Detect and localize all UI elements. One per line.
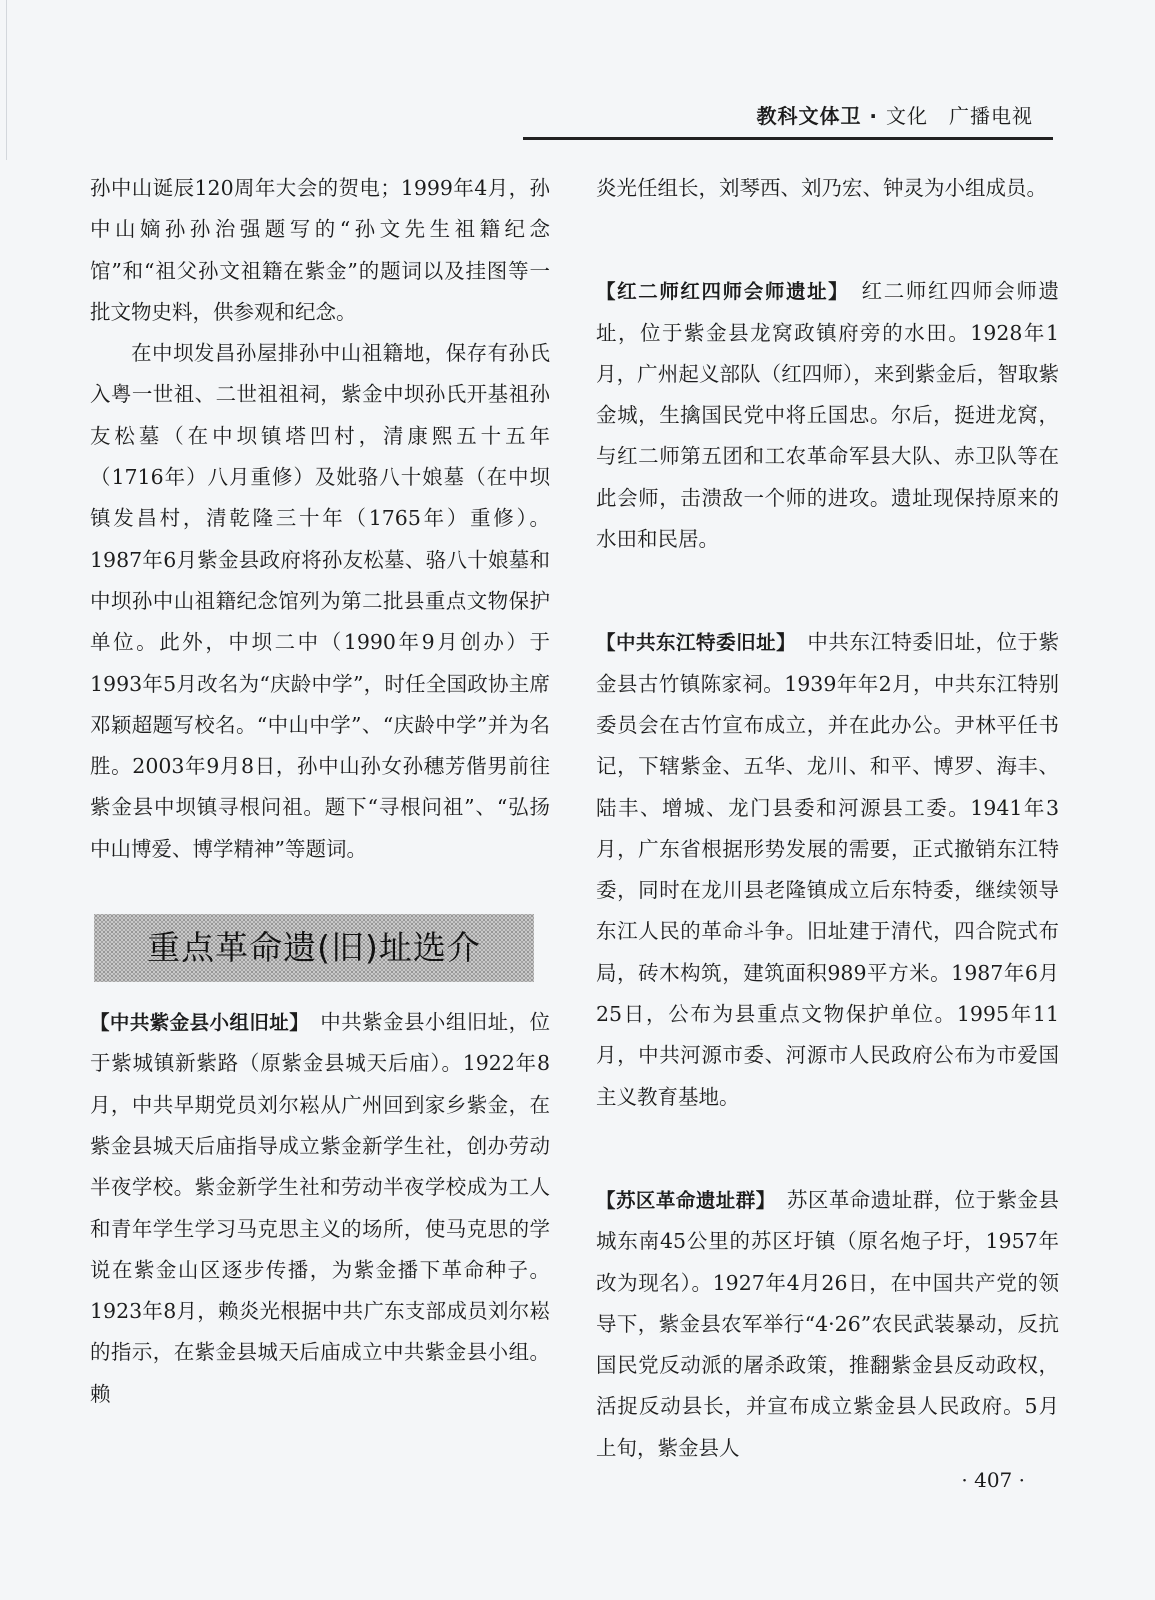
entry-red-armies-meeting bbox=[596, 271, 1059, 560]
left-paragraph-2: 在中坝发昌孙屋排孙中山祖籍地，保存有孙氏入粤一世祖、二世祖祖祠，紫金中坝孙氏开基祖孙友松墓（在中坝镇塔凹村，清康熙五十五年（1716年）八月重修）及妣骆八十娘墓（在中坝镇发昌村，清乾隆三十年（1765年）重修）。1987年6月紫金县政府将孙友松墓、骆八十娘墓和中坝孙中山祖籍纪念馆列为第二批县重点文物保护单位。此外，中坝二中（1990年9月创办）于1993年5月改名为“庆龄中学”，时任全国政协主席邓颖超题写校名。“中山中学”、“庆龄中学”并为名胜。2003年9月8日，孙中山孙女孙穗芳偕男前往紫金县中坝镇寻根问祖。题下“寻根问祖”、“弘扬中山博爱、博学精神”等题词。 bbox=[90, 341, 550, 861]
running-head bbox=[756, 100, 1033, 129]
entry-heading: 【红二师红四师会师遗址】 bbox=[596, 280, 840, 304]
right-column bbox=[596, 168, 1059, 1469]
right-continuation: 炎光任组长，刘琴西、刘乃宏、钟灵为小组成员。 bbox=[596, 176, 1047, 200]
entry-body: 中共紫金县小组旧址，位于紫城镇新紫路（原紫金县城天后庙）。1922年8月，中共早期党员刘尔崧从广州回到家乡紫金，在紫金县城天后庙指导成立紫金新学生社，创办劳动半夜学校。紫金新学生社和劳动半夜学校成为工人和青年学生学习马克思主义的场所，使马克思的学说在紫金山区逐步传播，为紫金播下革命种子。1923年8月，赖炎光根据中共广东支部成员刘尔崧的指示，在紫金县城天后庙成立中共紫金县小组。赖 bbox=[90, 1010, 550, 1406]
entry-heading: 【中共东江特委旧址】 bbox=[596, 631, 787, 655]
entry-soviet-area-sites bbox=[596, 1180, 1059, 1469]
left-paragraph-1: 孙中山诞辰120周年大会的贺电；1999年4月，孙中山嫡孙孙治强题写的“孙文先生祖籍纪念馆”和“祖父孙文祖籍在紫金”的题词以及挂图等一批文物史料，供参观和纪念。 bbox=[90, 176, 550, 324]
entry-dongjiang-committee bbox=[596, 622, 1059, 1118]
entry-heading: 【苏区革命遗址群】 bbox=[596, 1188, 766, 1212]
header-rule bbox=[523, 137, 1053, 140]
page-number: · 407 · bbox=[961, 1468, 1025, 1492]
scan-edge-mark bbox=[0, 0, 7, 160]
running-head-section: 教科文体卫 bbox=[756, 104, 862, 128]
entry-body: 苏区革命遗址群，位于紫金县城东南45公里的苏区圩镇（原名炮子圩，1957年改为现名）。1927年4月26日，在中国共产党的领导下，紫金县农军举行“4·26”农民武装暴动，反抗国民党反动派的屠杀政策，推翻紫金县反动政权，活捉反动县长，并宣布成立紫金县人民政府。5月上旬，紫金县人 bbox=[596, 1187, 1059, 1460]
section-title-banner bbox=[94, 914, 534, 982]
entry-zijin-group bbox=[90, 1002, 550, 1415]
running-head-separator: · bbox=[869, 104, 879, 128]
left-column bbox=[90, 168, 550, 1415]
entry-heading: 【中共紫金县小组旧址】 bbox=[90, 1011, 300, 1035]
entry-body: 红二师红四师会师遗址，位于紫金县龙窝政镇府旁的水田。1928年1月，广州起义部队（红四师），来到紫金后，智取紫金城，生擒国民党中将丘国忠。尔后，挺进龙窝，与红二师第五团和工农革命军县大队、赤卫队等在此会师，击溃敌一个师的进攻。遗址现保持原来的水田和民居。 bbox=[596, 279, 1059, 552]
running-head-subsection: 文化 广播电视 bbox=[886, 104, 1033, 128]
section-title: 重点革命遗(旧)址选介 bbox=[147, 928, 481, 968]
entry-body: 中共东江特委旧址，位于紫金县古竹镇陈家祠。1939年年2月，中共东江特别委员会在古竹宣布成立，并在此办公。尹林平任书记，下辖紫金、五华、龙川、和平、博罗、海丰、陆丰、增城、龙门县委和河源县工委。1941年3月，广东省根据形势发展的需要，正式撤销东江特委，同时在龙川县老隆镇成立后东特委，继续领导东江人民的革命斗争。旧址建于清代，四合院式布局，砖木构筑，建筑面积989平方米。1987年6月25日，公布为县重点文物保护单位。1995年11月，中共河源市委、河源市人民政府公布为市爱国主义教育基地。 bbox=[596, 630, 1059, 1109]
